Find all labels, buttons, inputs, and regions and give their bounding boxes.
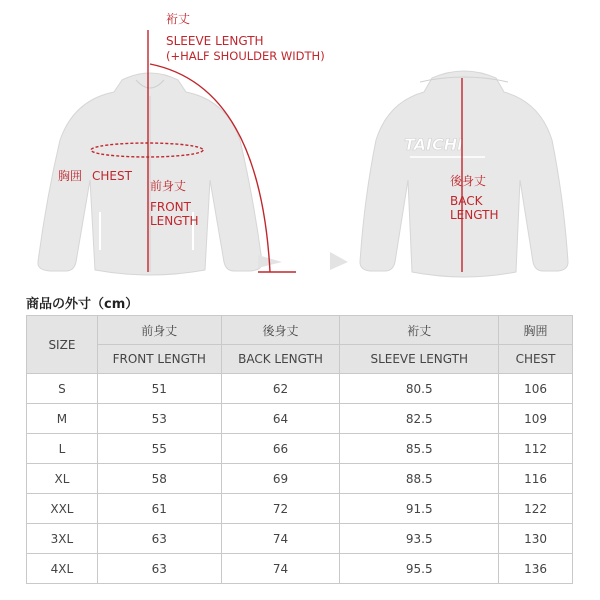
size-cell: XXL [27,494,98,524]
col-header-en: SLEEVE LENGTH [340,345,499,374]
col-header-en: BACK LENGTH [221,345,340,374]
chest-cell: 130 [499,524,573,554]
col-header-jp: 後身丈 [221,316,340,345]
back-length-cell: 72 [221,494,340,524]
sleeve-length-cell: 80.5 [340,374,499,404]
col-header-jp: 前身丈 [97,316,221,345]
size-cell: S [27,374,98,404]
front-length-cell: 53 [97,404,221,434]
front-length-label-en1: FRONT [150,200,191,214]
col-header-en: CHEST [499,345,573,374]
size-header: SIZE [27,316,98,374]
size-cell: M [27,404,98,434]
chest-cell: 116 [499,464,573,494]
table-row [27,524,573,554]
chest-cell: 136 [499,554,573,584]
size-cell: 4XL [27,554,98,584]
back-length-cell: 74 [221,554,340,584]
col-header-jp: 裄丈 [340,316,499,345]
sleeve-label-note: (+HALF SHOULDER WIDTH) [166,49,325,63]
front-length-cell: 63 [97,524,221,554]
front-length-cell: 61 [97,494,221,524]
sleeve-length-cell: 82.5 [340,404,499,434]
sleeve-label-en: SLEEVE LENGTH [166,34,264,48]
sleeve-length-cell: 88.5 [340,464,499,494]
back-length-cell: 74 [221,524,340,554]
sleeve-length-cell: 85.5 [340,434,499,464]
back-length-cell: 69 [221,464,340,494]
table-row [27,494,573,524]
back-length-cell: 66 [221,434,340,464]
sleeve-label-jp: 裄丈 [166,12,191,26]
brand-logo: TAICHI [404,135,464,154]
chest-cell: 112 [499,434,573,464]
sleeve-length-cell: 93.5 [340,524,499,554]
chest-label-en: CHEST [92,169,132,183]
size-cell: L [27,434,98,464]
chest-cell: 106 [499,374,573,404]
size-table [26,315,573,584]
col-header-en: FRONT LENGTH [97,345,221,374]
col-header-jp: 胸囲 [499,316,573,345]
table-row [27,374,573,404]
front-length-label-en2: LENGTH [150,214,199,228]
table-row [27,464,573,494]
chest-cell: 122 [499,494,573,524]
table-title: 商品の外寸（cm） [26,297,139,312]
chest-label-jp: 胸囲 [58,169,83,183]
front-length-cell: 55 [97,434,221,464]
back-length-label-en1: BACK [450,194,483,208]
measurement-diagram [0,0,600,288]
back-length-cell: 64 [221,404,340,434]
front-length-cell: 63 [97,554,221,584]
size-cell: 3XL [27,524,98,554]
front-length-label-jp: 前身丈 [150,179,187,193]
front-jacket [38,73,348,275]
back-length-label-en2: LENGTH [450,208,499,222]
back-length-label-jp: 後身丈 [450,174,487,188]
chest-cell: 109 [499,404,573,434]
front-length-cell: 58 [97,464,221,494]
sleeve-length-cell: 95.5 [340,554,499,584]
sleeve-length-cell: 91.5 [340,494,499,524]
table-row [27,434,573,464]
front-length-cell: 51 [97,374,221,404]
back-length-cell: 62 [221,374,340,404]
size-cell: XL [27,464,98,494]
table-row [27,554,573,584]
jacket-illustration [0,0,600,288]
table-row [27,404,573,434]
